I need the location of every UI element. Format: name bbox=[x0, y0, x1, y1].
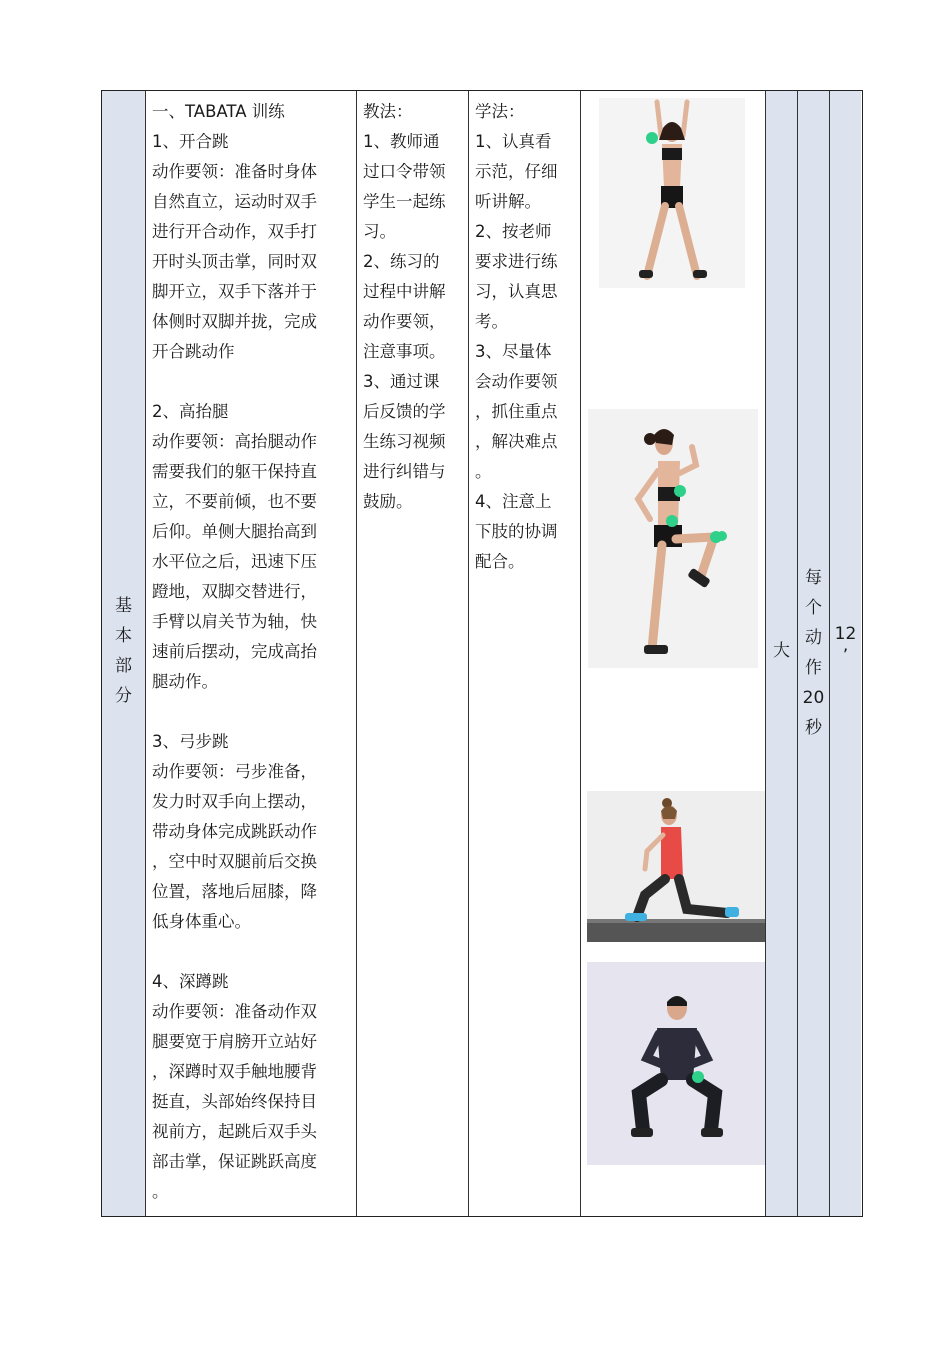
duration-value: 每 个 动 作 20 秒 bbox=[802, 568, 825, 738]
item-4-heading: 4、深蹲跳 bbox=[152, 972, 229, 991]
lunge-jump-image bbox=[587, 791, 765, 942]
teaching-title: 教法： bbox=[363, 102, 413, 121]
teaching-method-text: 教法： 1、教师通 过口令带领 学生一起练 习。 2、练习的 过程中讲解 动作要领， 注意事项。 3、通过课 后反馈的学 生练习视频 进行纠错与 鼓励。 bbox=[363, 97, 464, 517]
duration-cell bbox=[798, 91, 830, 1216]
content-cell bbox=[146, 91, 357, 1216]
item-1-heading: 1、开合跳 bbox=[152, 132, 229, 151]
intensity-cell bbox=[766, 91, 798, 1216]
item-2-heading: 2、高抬腿 bbox=[152, 402, 229, 421]
total-time-cell bbox=[830, 91, 861, 1216]
high-knees-image bbox=[588, 409, 758, 668]
lesson-plan-table bbox=[101, 90, 863, 1217]
item-3-heading: 3、弓步跳 bbox=[152, 732, 229, 751]
illustration-cell bbox=[581, 91, 766, 1216]
content-title: 一、TABATA 训练 bbox=[152, 102, 285, 121]
learning-title: 学法： bbox=[475, 102, 525, 121]
section-label: 基 本 部 分 bbox=[115, 596, 132, 706]
content-text: 一、TABATA 训练 1、开合跳 动作要领：准备时身体 自然直立，运动时双手 进行开合动作，双手打 开时头顶击掌，同时双 脚开立，双手下落并于 体侧时双脚并拢，完成 开合跳动作 2、高抬腿 动作要领：高抬腿动作 需要我们的躯干保持直 立，不要前倾，也不要 后仰。单侧大腿抬高到 水平位之后，迅速下压 蹬地，双脚交替进行， 手臂以肩关节为轴，快 速前后摆动，完成高抬 腿动作。 3、弓步跳 动作要领：弓步准备， 发力时双手向上摆动， 带动身体完成跳跃动作 ，空中时双腿前后交换 位置，落地后屈膝，降 低身体重心。 4、深蹲跳 动作要领：准备动作双 腿要宽于肩膀开立站好 ，深蹲时双手触地腰背 挺直，头部始终保持目 视前方，起跳后双手头 部击掌，保证跳跃高度 。 bbox=[152, 97, 352, 1207]
jumping-jack-image bbox=[599, 98, 745, 288]
teaching-method-cell bbox=[357, 91, 469, 1216]
learning-method-cell bbox=[469, 91, 581, 1216]
section-label-cell bbox=[102, 91, 146, 1216]
learning-method-text: 学法： 1、认真看 示范，仔细 听讲解。 2、按老师 要求进行练 习，认真思 考。 3、尽量体 会动作要领 ，抓住重点 ，解决难点 。 4、注意上 下肢的协调 配合。 bbox=[475, 97, 576, 577]
total-time-value: 12 ’ bbox=[834, 624, 857, 666]
squat-jump-image bbox=[587, 962, 765, 1165]
intensity-value: 大 bbox=[773, 641, 790, 661]
